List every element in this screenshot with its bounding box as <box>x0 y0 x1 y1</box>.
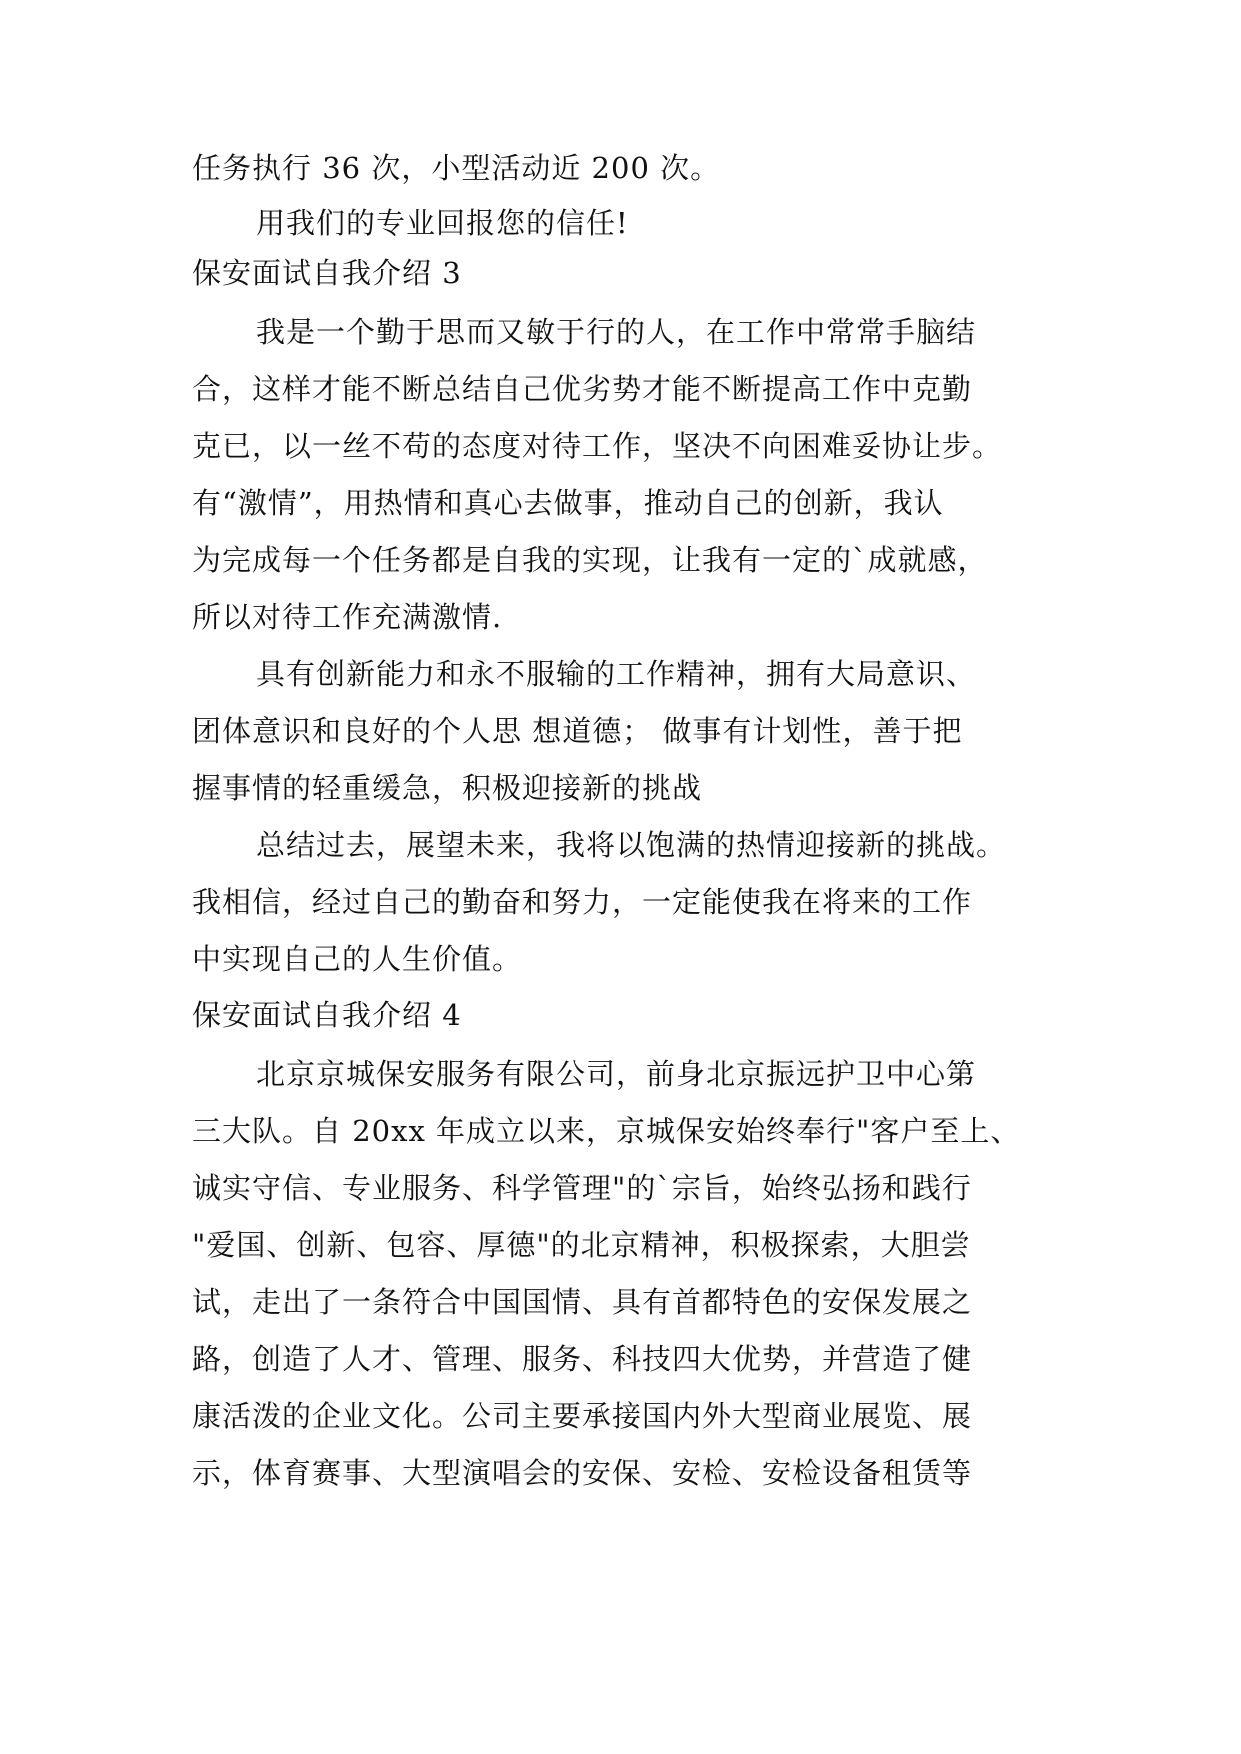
s3-p2-line-1: 具有创新能力和永不服输的工作精神，拥有大局意识、 <box>256 657 977 691</box>
s3-p3-line-1: 总结过去，展望未来，我将以饱满的热情迎接新的挑战。 <box>256 828 1007 862</box>
s4-p1-line-8: 示，体育赛事、大型演唱会的安保、安检、安检设备租赁等 <box>192 1456 973 1490</box>
section-4-heading: 保安面试自我介绍 4 <box>192 998 462 1032</box>
s3-p3-line-3: 中实现自己的人生价值。 <box>192 942 523 976</box>
section-3-heading: 保安面试自我介绍 3 <box>192 256 462 290</box>
s3-p1-line-1: 我是一个勤于思而又敏于行的人，在工作中常常手脑结 <box>256 315 977 349</box>
s3-p1-line-3: 克已，以一丝不苟的态度对待工作，坚决不向困难妥协让步。 <box>192 429 1003 463</box>
s3-p1-line-6: 所以对待工作充满激情. <box>192 600 503 634</box>
s4-p1-line-7: 康活泼的企业文化。公司主要承接国内外大型商业展览、展 <box>192 1399 973 1433</box>
s4-p1-line-1: 北京京城保安服务有限公司，前身北京振远护卫中心第 <box>256 1057 977 1091</box>
s4-p1-line-2: 三大队。自 20xx 年成立以来，京城保安始终奉行"客户至上、 <box>192 1114 1021 1148</box>
s3-p1-line-2: 合，这样才能不断总结自己优劣势才能不断提高工作中克勤 <box>192 372 973 406</box>
intro-line-1: 任务执行 36 次，小型活动近 200 次。 <box>192 151 721 185</box>
s4-p1-line-4: "爱国、创新、包容、厚德"的北京精神，积极探索，大胆尝 <box>192 1228 971 1262</box>
s3-p3-line-2: 我相信，经过自己的勤奋和努力，一定能使我在将来的工作 <box>192 885 973 919</box>
s4-p1-line-6: 路，创造了人才、管理、服务、科技四大优势，并营造了健 <box>192 1342 973 1376</box>
s3-p1-line-4: 有“激情”，用热情和真心去做事，推动自己的创新，我认 <box>192 486 944 520</box>
s3-p2-line-2: 团体意识和良好的个人思 想道德； 做事有计划性，善于把 <box>192 714 963 748</box>
s3-p2-line-3: 握事情的轻重缓急，积极迎接新的挑战 <box>192 771 703 805</box>
s3-p1-line-5: 为完成每一个任务都是自我的实现，让我有一定的`成就感， <box>192 543 988 577</box>
s4-p1-line-5: 试，走出了一条符合中国国情、具有首都特色的安保发展之 <box>192 1285 973 1319</box>
s4-p1-line-3: 诚实守信、专业服务、科学管理"的`宗旨，始终弘扬和践行 <box>192 1171 972 1205</box>
intro-line-2: 用我们的专业回报您的信任! <box>256 206 629 240</box>
